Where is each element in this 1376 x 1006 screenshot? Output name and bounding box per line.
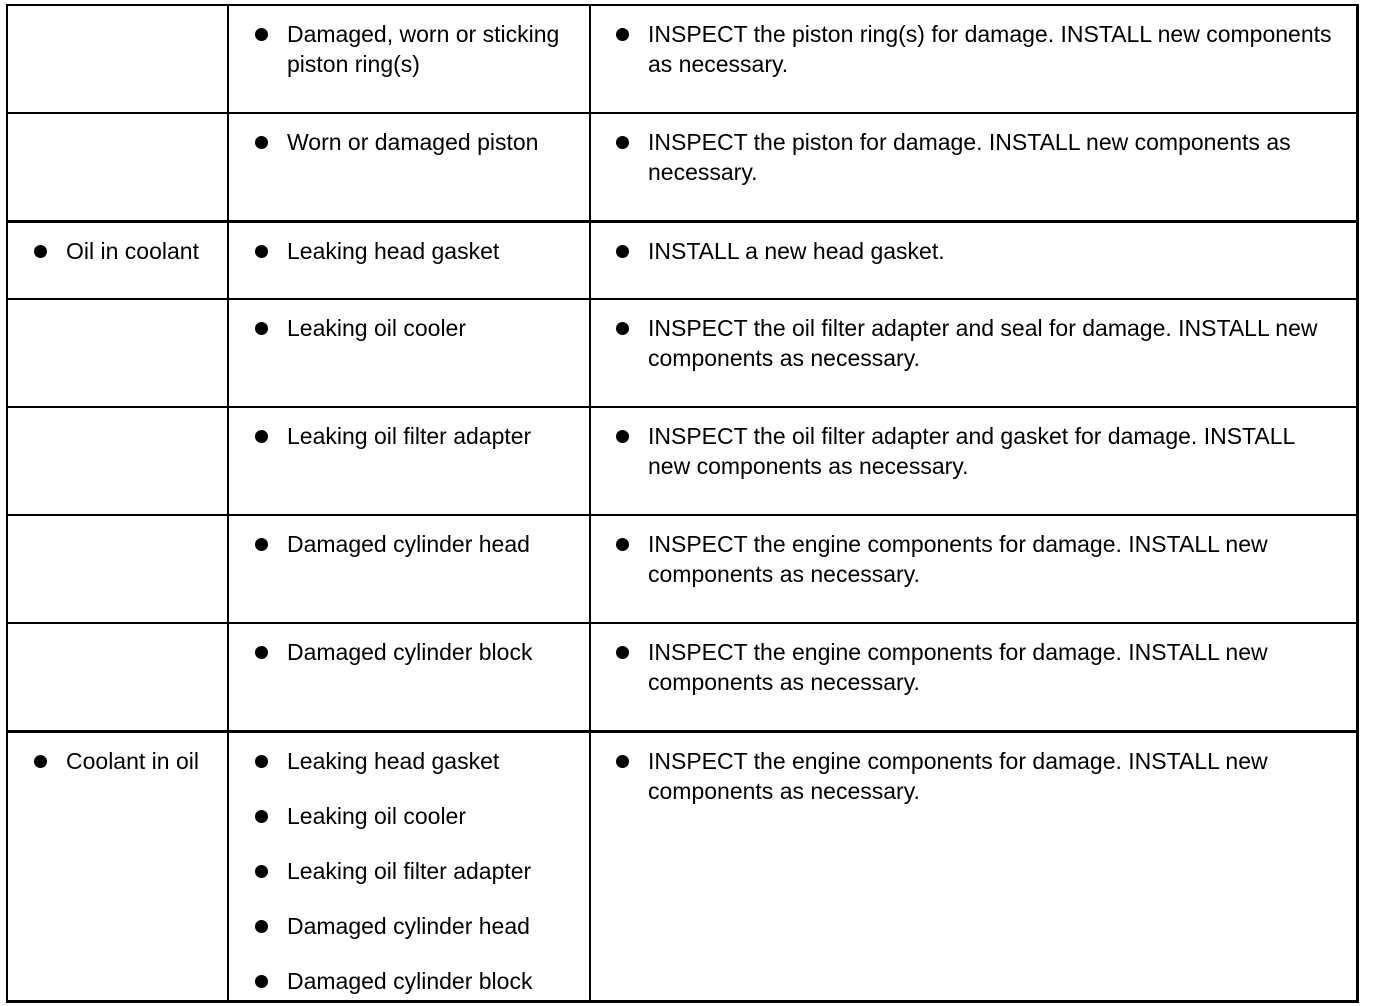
action-text: INSTALL a new head gasket. <box>648 237 945 264</box>
action-text: INSPECT the piston for damage. INSTALL new components as necessary. <box>648 129 1291 185</box>
condition-cell <box>7 5 228 113</box>
list-item <box>591 313 1356 373</box>
action-text: INSPECT the oil filter adapter and gasket for damage. INSTALL new components as necessary. <box>648 423 1295 479</box>
list-item <box>229 313 589 343</box>
table-row <box>7 299 1357 407</box>
cause-text: Damaged cylinder head <box>287 531 530 557</box>
bullet-icon <box>255 920 268 933</box>
list-item <box>229 746 589 776</box>
cause-text: Worn or damaged piston <box>287 129 539 155</box>
bullet-icon <box>34 245 47 258</box>
bullet-icon <box>616 538 629 551</box>
table-row <box>7 5 1357 113</box>
action-text: INSPECT the engine components for damage. INSTALL new components as necessary. <box>648 639 1268 695</box>
bullet-icon <box>255 865 268 878</box>
list-item <box>8 746 227 776</box>
cause-text: Leaking head gasket <box>287 237 500 264</box>
table-row <box>7 731 1357 1001</box>
list-item <box>229 637 589 667</box>
bullet-icon <box>255 975 268 988</box>
list-item <box>229 529 589 559</box>
cause-text: Leaking oil filter adapter <box>287 857 532 884</box>
list-item <box>591 637 1356 697</box>
list-item <box>229 236 589 266</box>
action-cell <box>590 5 1357 113</box>
bullet-icon <box>255 245 268 258</box>
cause-cell <box>228 299 590 407</box>
cause-cell <box>228 731 590 1001</box>
list-item <box>229 19 589 79</box>
condition-cell <box>7 299 228 407</box>
cause-cell <box>228 221 590 299</box>
action-cell <box>590 407 1357 515</box>
action-cell <box>590 113 1357 221</box>
cause-cell <box>228 113 590 221</box>
bullet-icon <box>616 28 629 41</box>
bullet-icon <box>255 136 268 149</box>
condition-text: Oil in coolant <box>66 237 199 264</box>
list-item <box>229 966 589 996</box>
condition-text: Coolant in oil <box>66 747 199 774</box>
list-item <box>229 911 589 941</box>
bullet-icon <box>255 646 268 659</box>
action-text: INSPECT the piston ring(s) for damage. INSTALL new components as necessary. <box>648 21 1332 77</box>
cause-text: Damaged cylinder block <box>287 639 533 665</box>
action-text: INSPECT the oil filter adapter and seal for damage. INSTALL new components as necessary. <box>648 315 1318 371</box>
condition-cell <box>7 623 228 731</box>
bullet-icon <box>616 755 629 768</box>
bullet-icon <box>255 538 268 551</box>
cause-text: Damaged cylinder head <box>287 912 530 939</box>
bullet-icon <box>255 28 268 41</box>
list-item <box>591 127 1356 187</box>
bullet-icon <box>34 755 47 768</box>
cause-text: Damaged, worn or sticking piston ring(s) <box>287 21 560 77</box>
cause-cell <box>228 5 590 113</box>
cause-cell <box>228 407 590 515</box>
cause-cell <box>228 515 590 623</box>
table-row <box>7 515 1357 623</box>
bullet-icon <box>255 430 268 443</box>
cause-cell <box>228 623 590 731</box>
table-row <box>7 221 1357 299</box>
cause-text: Damaged cylinder block <box>287 967 533 994</box>
bullet-icon <box>255 810 268 823</box>
cause-text: Leaking oil filter adapter <box>287 423 532 449</box>
cause-text: Leaking head gasket <box>287 747 500 774</box>
table-row <box>7 623 1357 731</box>
bullet-icon <box>616 322 629 335</box>
condition-cell <box>7 407 228 515</box>
action-cell <box>590 623 1357 731</box>
bullet-icon <box>255 322 268 335</box>
cause-text: Leaking oil cooler <box>287 802 467 829</box>
action-text: INSPECT the engine components for damage. INSTALL new components as necessary. <box>648 747 1268 804</box>
cause-text: Leaking oil cooler <box>287 315 467 341</box>
diagnosis-table <box>6 4 1359 1003</box>
action-cell <box>590 221 1357 299</box>
bullet-icon <box>616 136 629 149</box>
list-item <box>591 529 1356 589</box>
list-item <box>591 421 1356 481</box>
condition-cell <box>7 515 228 623</box>
bullet-icon <box>616 430 629 443</box>
list-item <box>591 236 1356 266</box>
bullet-icon <box>616 245 629 258</box>
condition-cell <box>7 221 228 299</box>
list-item <box>8 236 227 266</box>
list-item <box>591 19 1356 79</box>
condition-cell <box>7 113 228 221</box>
bullet-icon <box>616 646 629 659</box>
action-cell <box>590 515 1357 623</box>
list-item <box>229 856 589 886</box>
list-item <box>229 421 589 451</box>
table-row <box>7 113 1357 221</box>
action-cell <box>590 731 1357 1001</box>
action-text: INSPECT the engine components for damage. INSTALL new components as necessary. <box>648 531 1268 587</box>
action-cell <box>590 299 1357 407</box>
list-item <box>229 127 589 157</box>
list-item <box>229 801 589 831</box>
bullet-icon <box>255 755 268 768</box>
list-item <box>591 746 1356 806</box>
table-row <box>7 407 1357 515</box>
condition-cell <box>7 731 228 1001</box>
